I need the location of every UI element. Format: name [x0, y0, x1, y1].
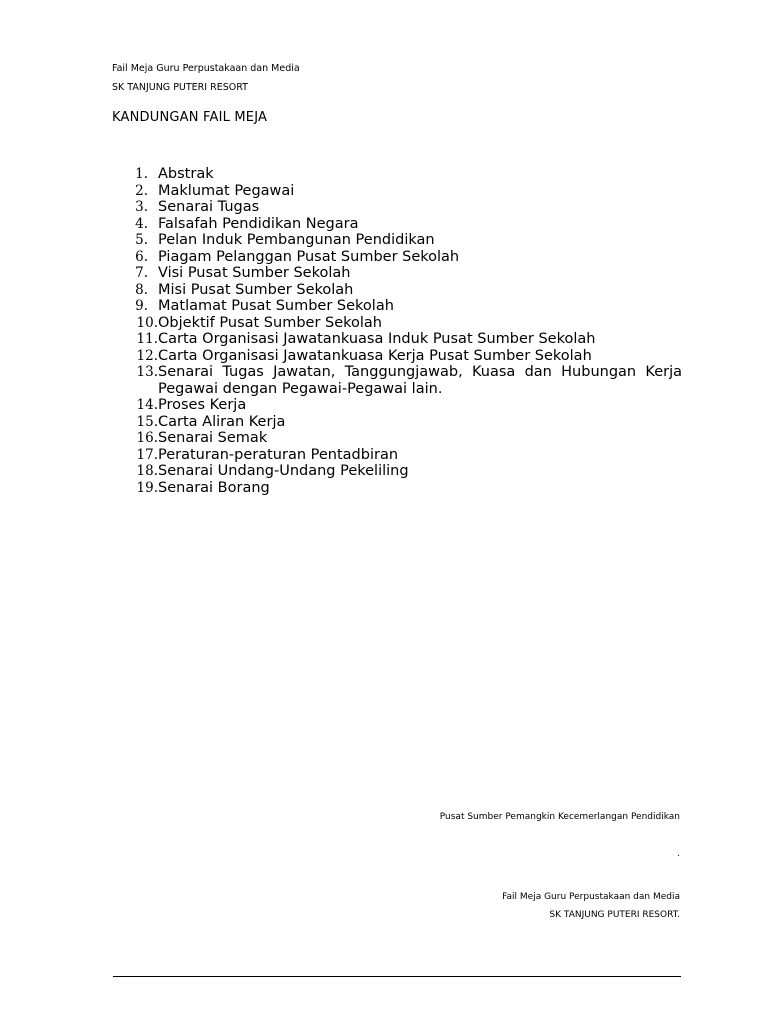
list-item-number: 13. [136, 364, 158, 380]
list-item-number: 18. [136, 463, 158, 479]
list-item [110, 447, 682, 464]
list-item-text: Senarai Borang [158, 479, 270, 496]
list-item-number: 19. [136, 479, 158, 496]
list-item-text: Peraturan-peraturan Pentadbiran [158, 446, 399, 463]
list-item-number: 14. [136, 397, 158, 413]
list-item-text: Misi Pusat Sumber Sekolah [158, 281, 354, 298]
list-item-text: Senarai Undang-Undang Pekeliling [158, 463, 409, 479]
list-item [110, 364, 682, 397]
list-item-text: Matlamat Pusat Sumber Sekolah [158, 298, 394, 314]
list-item-number: 12. [136, 347, 158, 364]
footer-motto: Pusat Sumber Pemangkin Kecemerlangan Pendidikan [439, 812, 680, 822]
list-item-text: Senarai Tugas [158, 199, 260, 215]
list-item-number: 11. [136, 331, 158, 347]
list-item [110, 199, 682, 216]
list-item [110, 282, 682, 299]
footer-dot: . [677, 849, 680, 859]
list-item-text: Carta Organisasi Jawatankuasa Induk Pusat Sumber Sekolah [158, 331, 596, 347]
list-item [110, 331, 682, 348]
list-item-number: 4. [135, 215, 148, 232]
list-item-number: 5. [135, 232, 148, 248]
list-item-number: 10. [136, 314, 158, 331]
list-item-number: 3. [135, 199, 148, 215]
list-item-number: 8. [135, 281, 148, 298]
list-item [110, 348, 682, 365]
footer-rule [113, 976, 681, 977]
list-item-number: 16. [136, 430, 158, 446]
contents-list [110, 166, 682, 496]
list-item-text: Senarai Tugas Jawatan, Tanggungjawab, Kuasa dan Hubungan Kerja Pegawai dengan Pegawai-Pegawai lain. [158, 364, 682, 397]
footer-line-2: SK TANJUNG PUTERI RESORT. [549, 910, 680, 920]
list-item-text: Maklumat Pegawai [158, 182, 295, 199]
list-item-text: Senarai Semak [158, 430, 268, 446]
list-item-number: 15. [136, 413, 158, 430]
list-item [110, 166, 682, 183]
list-item [110, 397, 682, 414]
list-item [110, 315, 682, 332]
list-item [110, 265, 682, 282]
header-line-1: Fail Meja Guru Perpustakaan dan Media [112, 63, 300, 74]
list-item-number: 7. [135, 265, 148, 281]
list-item-number: 6. [135, 248, 148, 265]
list-item [110, 480, 682, 497]
list-item-text: Falsafah Pendidikan Negara [158, 215, 359, 232]
document-title: KANDUNGAN FAIL MEJA [112, 110, 268, 125]
list-item-text: Visi Pusat Sumber Sekolah [158, 265, 351, 281]
list-item [110, 232, 682, 249]
header-line-2: SK TANJUNG PUTERI RESORT [112, 82, 248, 93]
list-item-text: Carta Organisasi Jawatankuasa Kerja Pusat Sumber Sekolah [158, 347, 592, 364]
list-item-text: Objektif Pusat Sumber Sekolah [158, 314, 382, 331]
list-item-text: Pelan Induk Pembangunan Pendidikan [158, 232, 435, 248]
list-item [110, 414, 682, 431]
list-item-number: 9. [135, 298, 148, 314]
list-item [110, 216, 682, 233]
list-item-text: Abstrak [158, 166, 214, 182]
list-item-number: 2. [135, 182, 148, 199]
list-item-text: Carta Aliran Kerja [158, 413, 286, 430]
list-item [110, 463, 682, 480]
list-item-number: 17. [136, 446, 158, 463]
list-item-text: Piagam Pelanggan Pusat Sumber Sekolah [158, 248, 460, 265]
list-item [110, 249, 682, 266]
list-item-number: 1. [135, 166, 148, 182]
list-item [110, 430, 682, 447]
list-item-text: Proses Kerja [158, 397, 247, 413]
list-item [110, 183, 682, 200]
list-item [110, 298, 682, 315]
footer-line-1: Fail Meja Guru Perpustakaan dan Media [502, 892, 680, 902]
